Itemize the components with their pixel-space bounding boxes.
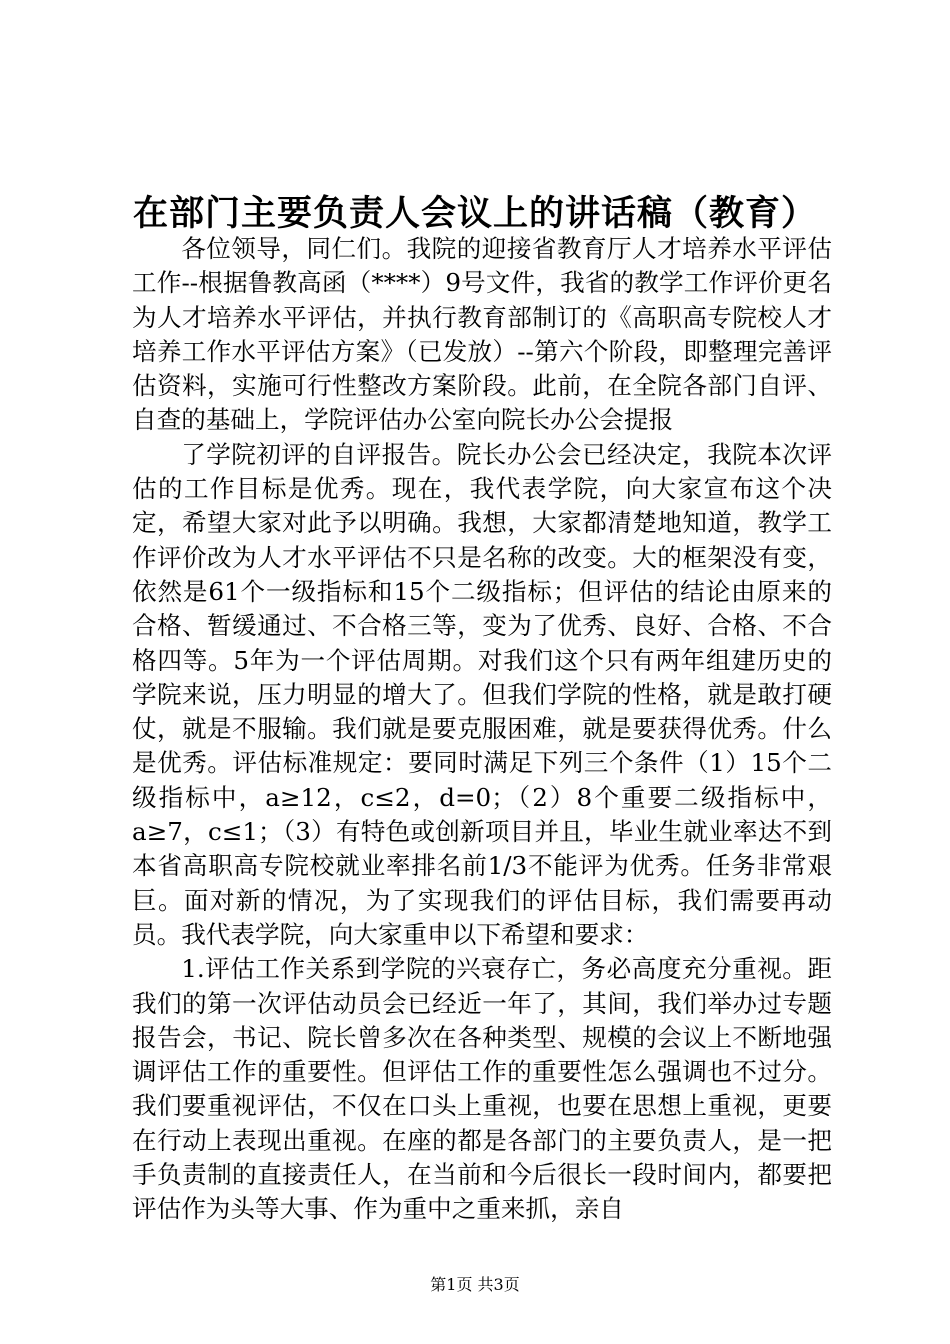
document-title: 在部门主要负责人会议上的讲话稿（教育）	[132, 193, 817, 234]
paragraph-2: 了学院初评的自评报告。院长办公会已经决定，我院本次评估的工作目标是优秀。现在，我代表学院，向大家宣布这个决定，希望大家对此予以明确。我想，大家都清楚地知道，教学工作评价改为人才水平评估不只是名称的改变。大的框架没有变，依然是61个一级指标和15个二级指标；但评估的结论由原来的合格、暂缓通过、不合格三等，变为了优秀、良好、合格、不合格四等。5年为一个评估周期。对我们这个只有两年组建历史的学院来说，压力明显的增大了。但我们学院的性格，就是敢打硬仗，就是不服输。我们就是要克服困难，就是要获得优秀。什么是优秀。评估标准规定：要同时满足下列三个条件（1）15个二级指标中，a≥12，c≤2，d=0；（2）8个重要二级指标中，a≥7，c≤1；（3）有特色或创新项目并且，毕业生就业率达不到本省高职高专院校就业率排名前1/3不能评为优秀。任务非常艰巨。面对新的情况，为了实现我们的评估目标，我们需要再动员。我代表学院，向大家重申以下希望和要求：	[132, 439, 832, 949]
document-body	[132, 232, 832, 1227]
paragraph-1: 各位领导，同仁们。我院的迎接省教育厅人才培养水平评估工作--根据鲁教高函（****）9号文件，我省的教学工作评价更名为人才培养水平评估，并执行教育部制订的《高职高专院校人才培养工作水平评估方案》（已发放）--第六个阶段，即整理完善评估资料，实施可行性整改方案阶段。此前，在全院各部门自评、自查的基础上，学院评估办公室向院长办公会提报	[132, 234, 832, 435]
page-footer: 第1页 共3页	[430, 1275, 520, 1294]
paragraph-3: 1.评估工作关系到学院的兴衰存亡，务必高度充分重视。距我们的第一次评估动员会已经近一年了，其间，我们举办过专题报告会，书记、院长曾多次在各种类型、规模的会议上不断地强调评估工作的重要性。但评估工作的重要性怎么强调也不过分。我们要重视评估，不仅在口头上重视，也要在思想上重视，更要在行动上表现出重视。在座的都是各部门的主要负责人，是一把手负责制的直接责任人，在当前和今后很长一段时间内，都要把评估作为头等大事、作为重中之重来抓，亲自	[132, 954, 832, 1224]
